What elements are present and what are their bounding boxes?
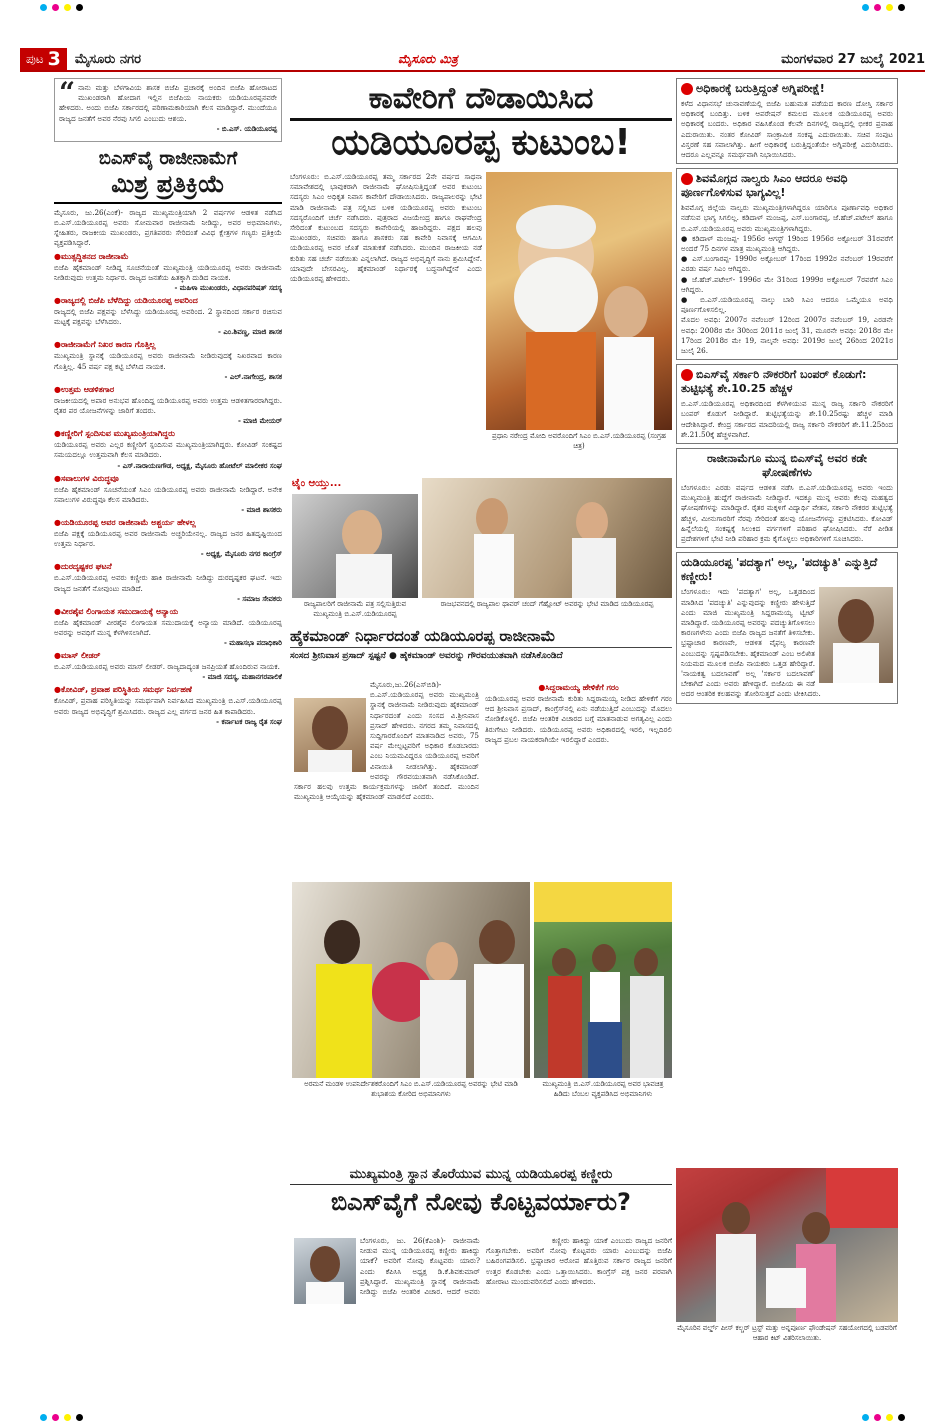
yellow-dot [64, 1414, 71, 1421]
photo-illustration [676, 1168, 898, 1322]
photo-float-space [294, 680, 370, 776]
reaction-title: ● ದುರದೃಷ್ಟಕರ ಘಟನೆ [54, 562, 282, 572]
bottom-body-text: ಬೆಂಗಳೂರು, ಜು. 26(ಕೆಎಂಶಿ)- ರಾಜೀನಾಮೆ ನೀಡುವ ಮುನ್ನ ಯಡಿಯೂರಪ್ಪ ಕಣ್ಣೀರು ಹಾಕಿದ್ದು ಯಾಕೆ? ಅವರಿಗೆ ನೋವು ಕೊಟ್ಟವರು ಯಾರು? ಎಂದು ಕೆಪಿಸಿಸಿ ಅಧ್ಯಕ್ಷ ಡಿ.ಕೆ.ಶಿವಕುಮಾರ್ ಪ್ರಶ್ನಿಸಿದ್ದಾರೆ. ಮುಖ್ಯಮಂತ್ರಿ ಸ್ಥಾನಕ್ಕೆ ರಾಜೀನಾಮೆ ನೀಡಿದ್ದು ಬಿಜೆಪಿ ಆಂತರಿಕ ವಿಚಾರ. ಆದರೆ ಅವರು ಕಣ್ಣೀರು ಹಾಕಿದ್ದು ಯಾಕೆ ಎಂಬುದು ರಾಜ್ಯದ ಜನರಿಗೆ ಗೊತ್ತಾಗಬೇಕು. ಅವರಿಗೆ ನೋವು ಕೊಟ್ಟವರು ಯಾರು ಎಂಬುದನ್ನು ಬಿಜೆಪಿ ಬಹಿರಂಗಪಡಿಸಲಿ. ಭ್ರಷ್ಟಾಚಾರ ಆರೋಪ ಹೊತ್ತಿರುವ ಸರ್ಕಾರ ರಾಜ್ಯದ ಜನರಿಗೆ ಉತ್ತರ ಕೊಡಬೇಕು ಎಂದು ಒತ್ತಾಯಿಸಿದರು. ಕಾಂಗ್ರೆಸ್ ಪಕ್ಷ ಜನರ ಪರವಾಗಿ ಹೋರಾಟ ಮುಂದುವರಿಸಲಿದೆ ಎಂದು ಹೇಳಿದರು. [360, 1236, 672, 1297]
reaction-title: ● ಕೋವಿಡ್, ಪ್ರವಾಹ ಪರಿಸ್ಥಿತಿಯ ಸಮರ್ಥ ನಿರ್ವಹಣೆ [54, 685, 282, 695]
reaction-byline: - ಅಧ್ಯಕ್ಷ, ಮೈಸೂರು ನಗರ ಕಾಂಗ್ರೆಸ್ [200, 549, 282, 559]
photo4-caption: ಅರಮನೆ ಮಂಡಳಿ ಉಪನಿರ್ದೇಶಕರೊಂದಿಗೆ ಸಿಎಂ ಬಿ.ಎಸ್.ಯಡಿಯೂರಪ್ಪ ಅವರನ್ನು ಭೇಟಿ ಮಾಡಿ ಶುಭಾಶಯ ಕೋರಿದ ಅಭಿಮಾನಿಗಳು [304, 1080, 518, 1098]
yellow-dot [886, 1414, 893, 1421]
reaction-item [54, 252, 282, 293]
main-headline [290, 80, 672, 166]
reaction-byline: - ಮಹಾಸಭಾ ಪದಾಧಿಕಾರಿ [223, 638, 282, 648]
fans-with-portrait-photo [534, 882, 672, 1078]
bottom-headline [290, 1166, 672, 1232]
mid-story-column2 [485, 680, 672, 878]
yellow-dot [64, 4, 71, 11]
magenta-dot [874, 1414, 881, 1421]
photo6-caption: ಮೈಸೂರಿನ ವರ್ಲ್ಡ್ ಪೀಸ್ ಕಲ್ಚರ್ ಟ್ರಸ್ಟ್ ಮತ್ತು ಅನ್ನಪೂರ್ಣ ಫೌಂಡೇಷನ್ ಸಹಯೋಗದಲ್ಲಿ ಬಡವರಿಗೆ ಆಹಾರ ಕಿಟ್ ವಿತರಿಸಲಾಯಿತು. [677, 1324, 897, 1342]
reaction-title: ● ಮಾಸ್ ಲೀಡರ್ [54, 651, 282, 661]
employee-da-box [676, 364, 898, 444]
black-dot [76, 1414, 83, 1421]
time-label: ಟೈಂ ಆಯ್ತು... [292, 478, 342, 489]
cyan-dot [40, 4, 47, 11]
reaction-body: ರಾಜಕೀಯದಲ್ಲಿ ಅಪಾರ ಅನುಭವ ಹೊಂದಿದ್ದ ಯಡಿಯೂರಪ್ಪ ಅವರು ಉತ್ತಮ ಆಡಳಿತಗಾರರಾಗಿದ್ದರು. ರೈತರ ಪರ ಯೋಜನೆಗಳನ್ನು ಜಾರಿಗೆ ತಂದರು. [54, 395, 282, 416]
last-announcements-box [676, 448, 898, 548]
box1-title-text: ಅಧಿಕಾರಕ್ಕೆ ಬರುತ್ತಿದ್ದಂತೆ ಅಗ್ನಿಪರೀಕ್ಷೆ! [696, 82, 825, 95]
portrait-illustration [486, 172, 672, 430]
photo1-caption: ಪ್ರಧಾನಿ ನರೇಂದ್ರ ಮೋದಿ ಅವರೊಂದಿಗೆ ಸಿಎಂ ಬಿ.ಎಸ್.ಯಡಿಯೂರಪ್ಪ (ಸಂಗ್ರಹ ಚಿತ್ರ) [492, 432, 666, 450]
reaction-body: ಬಿ.ಎಸ್.ಯಡಿಯೂರಪ್ಪ ಅವರು ಕಣ್ಣೀರು ಹಾಕಿ ರಾಜೀನಾಮೆ ನೀಡಿದ್ದು ದುರದೃಷ್ಟಕರ ಘಟನೆ. ಇದು ರಾಜ್ಯದ ಜನತೆಗೆ ನೋವುಂಟು ಮಾಡಿದೆ. [54, 573, 282, 593]
color-dots-right [862, 4, 905, 11]
shivamogga-point: ● ಕಡಿದಾಳ್ ಮಂಜಪ್ಪ- 1956ರ ಆಗಸ್ಟ್ 19ರಿಂದ 1956ರ ಅಕ್ಟೋಬರ್ 31ರವರೆಗೆ ಅಂದರೆ 75 ದಿನಗಳ ಮಾತ್ರ ಮುಖ್ಯಮಂತ್ರಿ ಆಗಿದ್ದರು. [681, 233, 893, 254]
photo-illustration [534, 882, 672, 1078]
reaction-title: ● ಉತ್ತಮ ಆಡಳಿತಗಾರ [54, 385, 282, 395]
reaction-item [54, 607, 282, 648]
siddaramaiah-photo [819, 587, 893, 683]
mid-body2-title: ● ಸಿದ್ದರಾಮಯ್ಯ ಹೇಳಿಕೆಗೆ ಗರಂ [485, 683, 672, 693]
magenta-dot [874, 4, 881, 11]
reaction-byline: - ಮಾಜಿ ಸದಸ್ಯ, ಮಹಾನಗರಪಾಲಿಕೆ [202, 672, 282, 682]
shivamogga-title [681, 172, 893, 200]
photo3-caption: ರಾಜಭವನದಲ್ಲಿ ರಾಜ್ಯಪಾಲ ಥಾವರ್ ಚಂದ್ ಗೆಹ್ಲೋಟ್ ಅವರನ್ನು ಭೇಟಿ ಮಾಡಿದ ಯಡಿಯೂರಪ್ಪ [440, 600, 654, 608]
mid-story-body [294, 680, 479, 878]
mid-body2-text: ಯಡಿಯೂರಪ್ಪ ಅವರ ರಾಜೀನಾಮೆ ಕುರಿತು ಸಿದ್ದರಾಮಯ್ಯ ನೀಡಿದ ಹೇಳಿಕೆಗೆ ಗರಂ ಆದ ಶ್ರೀನಿವಾಸ ಪ್ರಸಾದ್, ಕಾಂಗ್ರೆಸ್‌ನಲ್ಲಿ ಏನು ನಡೆಯುತ್ತಿದೆ ಎಂಬುದನ್ನು ಮೊದಲು ನೋಡಿಕೊಳ್ಳಲಿ. ಬಿಜೆಪಿ ಆಂತರಿಕ ವಿಚಾರದ ಬಗ್ಗೆ ಮಾತನಾಡುವ ಅಗತ್ಯವಿಲ್ಲ ಎಂದು ತಿರುಗೇಟು ನೀಡಿದರು. ಯಡಿಯೂರಪ್ಪ ಅವರು ಅಧಿಕಾರದಲ್ಲಿ ಇರಲಿ, ಇಲ್ಲದಿರಲಿ ರಾಜ್ಯದ ಪ್ರಬಲ ನಾಯಕರಾಗಿಯೇ ಇರಲಿದ್ದಾರೆ ಎಂದರು. [485, 694, 672, 744]
food-kit-photo [676, 1168, 898, 1322]
quote-mark-icon: “ [59, 78, 76, 109]
photo-illustration [292, 494, 418, 598]
reaction-body: ಬಿ.ಎಸ್.ಯಡಿಯೂರಪ್ಪ ಅವರು ಮಾಸ್ ಲೀಡರ್. ರಾಜ್ಯದಾದ್ಯಂತ ಜನಪ್ರಿಯತೆ ಹೊಂದಿರುವ ನಾಯಕ. [54, 662, 280, 672]
red-bullet-icon [681, 369, 693, 381]
cyan-dot [40, 1414, 47, 1421]
reaction-title: ● ಕಣ್ಣೀರಿಗೆ ಸ್ಪಂದಿಸುವ ಮುಖ್ಯಮಂತ್ರಿಯಾಗಿದ್ದರು [54, 429, 282, 439]
shivamogga-dates: ಮೊದಲ ಅವಧಿ: 2007ರ ನವೆಂಬರ್ 12ರಿಂದ 2007ರ ನವೆಂಬರ್ 19, ಎರಡನೇ ಅವಧಿ: 2008ರ ಮೇ 30ರಿಂದ 2011ರ ಜುಲೈ 31, ಮೂರನೇ ಅವಧಿ: 2018ರ ಮೇ 17ರಿಂದ 2018ರ ಮೇ 19, ನಾಲ್ಕನೇ ಅವಧಿ: 2019ರ ಜುಲೈ 26ರಿಂದ 2021ರ ಜುಲೈ 26. [681, 315, 893, 356]
page-number-tag [20, 48, 67, 70]
reaction-body: ಬಿಜೆಪಿ ಹೈಕಮಾಂಡ್ ವೀರಶೈವ ಲಿಂಗಾಯತ ಸಮುದಾಯಕ್ಕೆ ಅನ್ಯಾಯ ಮಾಡಿದೆ. ಯಡಿಯೂರಪ್ಪ ಅವರನ್ನು ಅವಧಿಗೆ ಮುನ್ನ ಕೆಳಗಿಳಿಸಲಾಗಿದೆ. [54, 617, 282, 638]
shivamogga-point-text: ಎಸ್.ಬಂಗಾರಪ್ಪ- 1990ರ ಅಕ್ಟೋಬರ್ 17ರಿಂದ 1992ರ ನವೆಂಬರ್ 19ರವರೆಗೆ ಎರಡು ವರ್ಷ ಸಿಎಂ ಆಗಿದ್ದರು. [681, 254, 893, 274]
cyan-dot [862, 1414, 869, 1421]
reaction-item [54, 385, 282, 426]
masthead: ಮೈಸೂರು ಮಿತ್ರ [398, 51, 458, 66]
reaction-item [54, 518, 282, 559]
registration-strip-bottom [0, 1410, 945, 1424]
mid-subhead: ಸಂಸದ ಶ್ರೀನಿವಾಸ ಪ್ರಸಾದ್ ಸ್ಪಷ್ಟನೆ ● ಹೈಕಮಾಂಡ್ ಅವರನ್ನು ಗೌರವಯುತವಾಗಿ ನಡೆಸಿಕೊಂಡಿದೆ [290, 651, 563, 661]
mid-body-text: ಮೈಸೂರು,ಜು.26(ಎಸ್‌ಬಿಡಿ)- ಬಿ.ಎಸ್.ಯಡಿಯೂರಪ್ಪ ಅವರು ಮುಖ್ಯಮಂತ್ರಿ ಸ್ಥಾನಕ್ಕೆ ರಾಜೀನಾಮೆ ನೀಡಿರುವುದು ಹೈಕಮಾಂಡ್ ನಿರ್ಧಾರದಂತೆ ಎಂದು ಸಂಸದ ವಿ.ಶ್ರೀನಿವಾಸ ಪ್ರಸಾದ್ ಹೇಳಿದರು. ನಗರದ ತಮ್ಮ ನಿವಾಸದಲ್ಲಿ ಸುದ್ದಿಗಾರರೊಂದಿಗೆ ಮಾತನಾಡಿದ ಅವರು, 75 ವರ್ಷ ಮೇಲ್ಪಟ್ಟವರಿಗೆ ಅಧಿಕಾರ ಕೊಡಬಾರದು ಎಂಬ ನಿಯಮವಿದ್ದರೂ ಯಡಿಯೂರಪ್ಪ ಅವರಿಗೆ ವಿನಾಯಿತಿ ನೀಡಲಾಗಿತ್ತು. ಹೈಕಮಾಂಡ್ ಅವರನ್ನು ಗೌರವಯುತವಾಗಿ ನಡೆಸಿಕೊಂಡಿದೆ. ಸರ್ಕಾರ ಹಲವು ಉತ್ತಮ ಕಾರ್ಯಕ್ರಮಗಳನ್ನು ಜಾರಿಗೆ ತಂದಿದೆ. ಮುಂದಿನ ಮುಖ್ಯಮಂತ್ರಿ ಆಯ್ಕೆಯನ್ನು ಹೈಕಮಾಂಡ್ ಮಾಡಲಿದೆ ಎಂದರು. [294, 680, 479, 802]
box2-title-text: ಶಿವಮೊಗ್ಗದ ನಾಲ್ವರು ಸಿಎಂ ಆದರೂ ಅವಧಿ ಪೂರ್ಣಗೊಳಿಸುವ ಭಾಗ್ಯವಿಲ್ಲ! [681, 172, 848, 200]
color-dots-right [862, 1414, 905, 1421]
employee-da-body: ಬಿ.ಎಸ್.ಯಡಿಯೂರಪ್ಪ ಅಧಿಕಾರದಿಂದ ಕೆಳಗಿಳಿಯುವ ಮುನ್ನ ರಾಜ್ಯ ಸರ್ಕಾರಿ ನೌಕರರಿಗೆ ಬಂಪರ್ ಕೊಡುಗೆ ನೀಡಿದ್ದಾರೆ. ತುಟ್ಟಿಭತ್ಯೆಯನ್ನು ಶೇ.10.25ರಷ್ಟು ಹೆಚ್ಚಳ ಮಾಡಿ ಆದೇಶಿಸಿದ್ದಾರೆ. ಕೇಂದ್ರ ಸರ್ಕಾರದ ಮಾದರಿಯಲ್ಲಿ ರಾಜ್ಯ ಸರ್ಕಾರಿ ನೌಕರರಿಗೆ ಶೇ.11.25ರಿಂದ ಶೇ.21.50ಕ್ಕೆ ಹೆಚ್ಚಳವಾಗಿದೆ. [681, 399, 893, 439]
portrait-illustration [819, 587, 893, 683]
tears-box [676, 552, 898, 703]
fire-test-box [676, 78, 898, 164]
red-bullet-icon [681, 173, 693, 185]
reaction-item [54, 562, 282, 603]
quote-box [54, 78, 282, 142]
reaction-body: ರಾಜ್ಯದಲ್ಲಿ ಬಿಜೆಪಿ ಪಕ್ಷವನ್ನು ಬೆಳೆಸಿದ್ದು ಯಡಿಯೂರಪ್ಪ ಅವರಿಂದ. 2 ಸ್ಥಾನದಿಂದ ಸರ್ಕಾರ ರಚಿಸುವ ಮಟ್ಟಕ್ಕೆ ಪಕ್ಷವನ್ನು ಬೆಳೆಸಿದರು. [54, 307, 282, 327]
quote-byline: - ಬಿ.ಎಸ್. ಯಡಿಯೂರಪ್ಪ [216, 123, 277, 133]
reaction-byline: - ಎಸ್.ನಾರಾಯಣಗೌಡ, ಅಧ್ಯಕ್ಷ, ಮೈಸೂರು ಹೋಟೆಲ್ ಮಾಲೀಕರ ಸಂಘ [117, 460, 282, 470]
reaction-title: ● ಸವಾಲುಗಳ ವಿರುದ್ಧವೂ [54, 474, 282, 484]
color-dots-left [40, 4, 83, 11]
shivamogga-point: ● ಬಿ.ಎಸ್.ಯಡಿಯೂರಪ್ಪ ನಾಲ್ಕು ಬಾರಿ ಸಿಎಂ ಆದರೂ ಒಮ್ಮೆಯೂ ಅವಧಿ ಪೂರ್ಣಗೊಳಿಸಲಿಲ್ಲ. [681, 295, 894, 315]
tears-body: ಬೆಂಗಳೂರು: ಇದು 'ಪದತ್ಯಾಗ' ಅಲ್ಲ, ಒತ್ತಡದಿಂದ ಮಾಡಿಸಿದ 'ಪದಚ್ಯುತಿ' ಎನ್ನುವುದನ್ನು ಕಣ್ಣೀರು ಹೇಳುತ್ತಿದೆ ಎಂದು ಮಾಜಿ ಮುಖ್ಯಮಂತ್ರಿ ಸಿದ್ದರಾಮಯ್ಯ ಟ್ವೀಟ್ ಮಾಡಿದ್ದಾರೆ. ಯಡಿಯೂರಪ್ಪ ಅವರನ್ನು ಪದಚ್ಯುತಿಗೊಳಿಸಲು ಕಾರಣಗಳೇನು ಎಂದು ಬಿಜೆಪಿ ರಾಜ್ಯದ ಜನತೆಗೆ ತಿಳಿಸಬೇಕು. ಭ್ರಷ್ಟಾಚಾರ ಕಾರಣವೇ, ಆಡಳಿತ ವೈಫಲ್ಯ ಕಾರಣವೇ ಎಂಬುದನ್ನು ಸ್ಪಷ್ಟಪಡಿಸಬೇಕು. ಹೈಕಮಾಂಡ್ ಎಂಬ ಅಲಿಖಿತ ನಿಯಮದ ಮೂಲಕ ಬಿಜೆಪಿ ನಾಯಕರು ಒತ್ತಡ ಹೇರಿದ್ದಾರೆ. 'ನಾಯಕತ್ವ ಬದಲಾವಣೆ' ಅಲ್ಲ 'ಸರ್ಕಾರ ಬದಲಾವಣೆ' ಬೇಕಾಗಿದೆ ಎಂದು ಅವರು ಹೇಳಿದ್ದಾರೆ. ಬಿಜೆಪಿಯ ಈ ನಡೆ ಅದರ ಆಂತರಿಕ ಕಲಹವನ್ನು ತೋರಿಸುತ್ತದೆ ಎಂದು ಟೀಕಿಸಿದರು. [681, 587, 821, 699]
left-headline-1: ಬಿಎಸ್‌ವೈ ರಾಜೀನಾಮೆಗೆ [98, 147, 238, 169]
section-title: ಮೈಸೂರು ನಗರ [74, 51, 141, 67]
reaction-title: ● ರಾಜ್ಯದಲ್ಲಿ ಬಿಜೆಪಿ ಬೆಳೆದಿದ್ದು ಯಡಿಯೂರಪ್ಪ ಅವರಿಂದ [54, 296, 282, 306]
bottom-headline-line2: ಬಿಎಸ್‌ವೈಗೆ ನೋವು ಕೊಟ್ಟವರ್ಯಾರು? [331, 1188, 631, 1216]
reaction-item [54, 685, 282, 726]
black-dot [898, 1414, 905, 1421]
reaction-item [54, 340, 282, 381]
reaction-byline: - ಎಂ.ಶಿವಣ್ಣ, ಮಾಜಿ ಶಾಸಕ [218, 327, 282, 337]
reaction-byline: - ಮಾಜಿ ಮೇಯರ್ [237, 416, 282, 426]
reaction-body: ಕೋವಿಡ್, ಪ್ರವಾಹ ಪರಿಸ್ಥಿತಿಯನ್ನು ಸಮರ್ಥವಾಗಿ ನಿರ್ವಹಿಸಿದ ಮುಖ್ಯಮಂತ್ರಿ ಬಿ.ಎಸ್.ಯಡಿಯೂರಪ್ಪ ಅವರು ರಾಜ್ಯದ ಅಭಿವೃದ್ಧಿಗೆ ಶ್ರಮಿಸಿದರು. ರಾಜ್ಯದ ಎಲ್ಲ ವರ್ಗದ ಜನರ ಹಿತ ಕಾಪಾಡಿದರು. [54, 696, 282, 716]
modi-bsy-photo [486, 172, 672, 430]
shivamogga-point-text: ಕಡಿದಾಳ್ ಮಂಜಪ್ಪ- 1956ರ ಆಗಸ್ಟ್ 19ರಿಂದ 1956ರ ಅಕ್ಟೋಬರ್ 31ರವರೆಗೆ ಅಂದರೆ 75 ದಿನಗಳ ಮಾತ್ರ ಮುಖ್ಯಮಂತ್ರಿ ಆಗಿದ್ದರು. [681, 233, 893, 254]
shivamogga-body: ಶಿವಮೊಗ್ಗ ಜಿಲ್ಲೆಯ ನಾಲ್ವರು ಮುಖ್ಯಮಂತ್ರಿಗಳಾಗಿದ್ದರೂ ಯಾರಿಗೂ ಪೂರ್ಣಾವಧಿ ಅಧಿಕಾರ ನಡೆಸುವ ಭಾಗ್ಯ ಸಿಗಲಿಲ್ಲ. ಕಡಿದಾಳ್ ಮಂಜಪ್ಪ, ಎಸ್.ಬಂಗಾರಪ್ಪ, ಜೆ.ಹೆಚ್.ಪಟೇಲ್ ಹಾಗೂ ಬಿ.ಎಸ್.ಯಡಿಯೂರಪ್ಪ ಅವರು ಮುಖ್ಯಮಂತ್ರಿಗಳಾಗಿದ್ದರು. [681, 203, 893, 233]
reaction-body: ಬಿಜೆಪಿ ಪಕ್ಷಕ್ಕೆ ಯಡಿಯೂರಪ್ಪ ಅವರ ರಾಜೀನಾಮೆ ಅಚ್ಚರಿಯೇನಲ್ಲ. ರಾಜ್ಯದ ಜನರ ಹಿತದೃಷ್ಟಿಯಿಂದ ಉತ್ತಮ ನಿರ್ಧಾರ. [54, 529, 282, 549]
governor-meeting-photo [422, 478, 672, 598]
reaction-byline: - ಎಲ್.ನಾಗೇಂದ್ರ, ಶಾಸಕ [224, 371, 282, 381]
black-dot [898, 4, 905, 11]
fire-test-body: ಕಳೆದ ವಿಧಾನಸಭೆ ಚುನಾವಣೆಯಲ್ಲಿ ಬಿಜೆಪಿ ಬಹುಮತ ಪಡೆಯದ ಕಾರಣ ದೋಸ್ತಿ ಸರ್ಕಾರ ಅಧಿಕಾರಕ್ಕೆ ಬಂದಿತ್ತು. ಬಳಿಕ ಆಪರೇಷನ್ ಕಮಲದ ಮೂಲಕ ಯಡಿಯೂರಪ್ಪ ಅವರು ಅಧಿಕಾರಕ್ಕೆ ಬಂದರು. ಅಧಿಕಾರ ವಹಿಸಿಕೊಂಡ ಕೆಲವೇ ದಿನಗಳಲ್ಲಿ ರಾಜ್ಯದಲ್ಲಿ ಭೀಕರ ಪ್ರವಾಹ ಎದುರಾಯಿತು. ನಂತರ ಕೋವಿಡ್ ಸಾಂಕ್ರಾಮಿಕ ಸಂಕಷ್ಟ ಎದುರಾಯಿತು. ಸಚಿವ ಸಂಪುಟ ವಿಸ್ತರಣೆ ಸಹ ಸವಾಲಾಗಿತ್ತು. ಹೀಗೆ ಅಧಿಕಾರಕ್ಕೆ ಬರುತ್ತಿದ್ದಂತೆಯೇ ಅಗ್ನಿಪರೀಕ್ಷೆ ಎದುರಿಸಿದರು. ಆದರೂ ಎಲ್ಲವನ್ನೂ ಸಮರ್ಥವಾಗಿ ನಿಭಾಯಿಸಿದರು. [681, 99, 893, 160]
bottom-headline-line1: ಮುಖ್ಯಮಂತ್ರಿ ಸ್ಥಾನ ತೊರೆಯುವ ಮುನ್ನ ಯಡಿಯೂರಪ್ಪ ಕಣ್ಣೀರು [290, 1166, 672, 1185]
black-dot [76, 4, 83, 11]
main-headline-line2: ಯಡಿಯೂರಪ್ಪ ಕುಟುಂಬ! [331, 122, 631, 163]
left-intro: ಮೈಸೂರು, ಜು.26(ಎಂಕೆ)- ರಾಜ್ಯದ ಮುಖ್ಯಮಂತ್ರಿಯಾಗಿ 2 ವರ್ಷಗಳ ಆಡಳಿತ ನಡೆಸಿದ ಬಿ.ಎಸ್.ಯಡಿಯೂರಪ್ಪ ಅವರು ಸೋಮವಾರ ರಾಜೀನಾಮೆ ನೀಡಿದ್ದು, ಅವರ ಅಭಿಮಾನಿಗಳು, ಸ್ನೇಹಿತರು, ರಾಜಕೀಯ ಮುಖಂಡರು, ಪ್ರಗತಿಪರರು ಸೇರಿದಂತೆ ವಿವಿಧ ಕ್ಷೇತ್ರಗಳ ಗಣ್ಯರು ಪ್ರತಿಕ್ರಿಯೆ ವ್ಯಕ್ತಪಡಿಸಿದ್ದಾರೆ. [54, 207, 282, 248]
reaction-body: ಮುಖ್ಯಮಂತ್ರಿ ಸ್ಥಾನಕ್ಕೆ ಯಡಿಯೂರಪ್ಪ ಅವರು ರಾಜೀನಾಮೆ ನೀಡಿರುವುದಕ್ಕೆ ನಿಖರವಾದ ಕಾರಣ ಗೊತ್ತಿಲ್ಲ. 45 ವರ್ಷ ಪಕ್ಷ ಕಟ್ಟಿ ಬೆಳೆಸಿದ ನಾಯಕ. [54, 351, 282, 371]
page-label: ಪುಟ [26, 51, 44, 66]
left-headline-2: ಮಿಶ್ರ ಪ್ರತಿಕ್ರಿಯೆ [54, 170, 282, 204]
cyan-dot [862, 4, 869, 11]
fire-test-title [681, 82, 893, 96]
reaction-body: ಬಿಜೆಪಿ ಹೈಕಮಾಂಡ್ ಸೂಚನೆಯಂತೆ ಸಿಎಂ ಯಡಿಯೂರಪ್ಪ ಅವರು ರಾಜೀನಾಮೆ ನೀಡಿದ್ದಾರೆ. ಅನೇಕ ಸವಾಲುಗಳ ವಿರುದ್ಧವೂ ಕೆಲಸ ಮಾಡಿದರು. [54, 484, 282, 504]
reaction-item [54, 429, 282, 470]
reaction-body: ಯಡಿಯೂರಪ್ಪ ಅವರು ಎಲ್ಲರ ಕಣ್ಣೀರಿಗೆ ಸ್ಪಂದಿಸುವ ಮುಖ್ಯಮಂತ್ರಿಯಾಗಿದ್ದರು. ಕೋವಿಡ್ ಸಂಕಷ್ಟದ ಸಮಯದಲ್ಲೂ ಉತ್ತಮವಾಗಿ ಕೆಲಸ ಮಾಡಿದರು. [54, 440, 282, 460]
right-column [676, 78, 898, 1166]
reaction-byline: - ಮಾಜಿ ಶಾಸಕರು [241, 505, 282, 515]
shivamogga-point-text: ಜೆ.ಹೆಚ್.ಪಟೇಲ್- 1996ರ ಮೇ 31ರಿಂದ 1999ರ ಅಕ್ಟೋಬರ್ 7ರವರೆಗೆ ಸಿಎಂ ಆಗಿದ್ದರು. [681, 274, 893, 294]
mid-headline: ಹೈಕಮಾಂಡ್ ನಿರ್ಧಾರದಂತೆ ಯಡಿಯೂರಪ್ಪ ರಾಜೀನಾಮೆ [290, 626, 672, 648]
shivamogga-point: ● ಎಸ್.ಬಂಗಾರಪ್ಪ- 1990ರ ಅಕ್ಟೋಬರ್ 17ರಿಂದ 1992ರ ನವೆಂಬರ್ 19ರವರೆಗೆ ಎರಡು ವರ್ಷ ಸಿಎಂ ಆಗಿದ್ದರು. [681, 254, 893, 274]
reaction-byline: - ಮಹಿಳಾ ಮುಖಂಡರು, ವಿಧಾನಪರಿಷತ್ ಸದಸ್ಯ [174, 283, 282, 293]
red-bullet-icon [681, 83, 693, 95]
yellow-dot [886, 4, 893, 11]
last-announcements-body: ಬೆಂಗಳೂರು: ಎರಡು ವರ್ಷದ ಆಡಳಿತ ನಡೆಸಿ ಬಿ.ಎಸ್.ಯಡಿಯೂರಪ್ಪ ಅವರು ಇಂದು ಮುಖ್ಯಮಂತ್ರಿ ಹುದ್ದೆಗೆ ರಾಜೀನಾಮೆ ನೀಡಿದ್ದಾರೆ. ಇದಕ್ಕೂ ಮುನ್ನ ಅವರು ಕೆಲವು ಮಹತ್ವದ ಘೋಷಣೆಗಳನ್ನು ಮಾಡಿದ್ದಾರೆ. ರೈತರ ಮಕ್ಕಳಿಗೆ ವಿದ್ಯಾರ್ಥಿ ವೇತನ, ಸರ್ಕಾರಿ ನೌಕರರ ತುಟ್ಟಿಭತ್ಯೆ ಹೆಚ್ಚಳ, ಮೀನುಗಾರರಿಗೆ ನೆರವು ಸೇರಿದಂತೆ ಹಲವು ಯೋಜನೆಗಳನ್ನು ಪ್ರಕಟಿಸಿದರು. ಕೋವಿಡ್ ಹಿನ್ನೆಲೆಯಲ್ಲಿ ಸಂಕಷ್ಟಕ್ಕೆ ಸಿಲುಕಿದ ವರ್ಗಗಳಿಗೆ ಪರಿಹಾರ ಘೋಷಿಸಿದರು. ನೆರೆ ಪೀಡಿತ ಪ್ರದೇಶಗಳಿಗೆ ಭೇಟಿ ನೀಡಿ ಪರಿಹಾರ ಕ್ರಮ ಕೈಗೊಳ್ಳಲು ಅಧಿಕಾರಿಗಳಿಗೆ ಸೂಚಿಸಿದರು. [681, 483, 893, 544]
reaction-byline: - ಸಮಾಜ ಸೇವಕರು [237, 593, 282, 603]
tears-title: ಯಡಿಯೂರಪ್ಪ 'ಪದತ್ಯಾಗ' ಅಲ್ಲ, 'ಪದಚ್ಯುತಿ' ಎನ್ನುತ್ತಿದೆ ಕಣ್ಣೀರು! [681, 556, 878, 584]
shivamogga-point: ● ಜೆ.ಹೆಚ್.ಪಟೇಲ್- 1996ರ ಮೇ 31ರಿಂದ 1999ರ ಅಕ್ಟೋಬರ್ 7ರವರೆಗೆ ಸಿಎಂ ಆಗಿದ್ದರು. [681, 274, 893, 294]
registration-strip-top [0, 0, 945, 14]
reaction-item [54, 474, 282, 515]
shivamogga-point-text: ಬಿ.ಎಸ್.ಯಡಿಯೂರಪ್ಪ ನಾಲ್ಕು ಬಾರಿ ಸಿಎಂ ಆದರೂ ಒಮ್ಮೆಯೂ ಅವಧಿ ಪೂರ್ಣಗೊಳಿಸಲಿಲ್ಲ. [681, 295, 894, 315]
reaction-title: ● ಮುತ್ಸದ್ದಿತನದ ರಾಜೀನಾಮೆ [54, 252, 282, 262]
bsy-sitting-photo [292, 494, 418, 598]
employee-da-title [681, 368, 893, 396]
photo2-caption: ರಾಜ್ಯಪಾಲರಿಗೆ ರಾಜೀನಾಮೆ ಪತ್ರ ಸಲ್ಲಿಸುತ್ತಿರುವ ಮುಖ್ಯಮಂತ್ರಿ ಬಿ.ಎಸ್.ಯಡಿಯೂರಪ್ಪ [303, 600, 407, 618]
photo-illustration [292, 882, 530, 1078]
magenta-dot [52, 4, 59, 11]
last-announcements-title: ರಾಜೀನಾಮೆಗೂ ಮುನ್ನ ಬಿಎಸ್‌ವೈ ಅವರ ಕಡೇ ಘೋಷಣೆಗಳು [707, 452, 867, 480]
reaction-title: ● ಯಡಿಯೂರಪ್ಪ ಅವರ ರಾಜೀನಾಮೆ ಅಶ್ಚರ್ಯ ಹೇಳಲ್ಲ [54, 518, 282, 528]
reaction-title: ● ರಾಜೀನಾಮೆಗೆ ನಿಖರ ಕಾರಣ ಗೊತ್ತಿಲ್ಲ [54, 340, 282, 350]
bottom-story-body [294, 1236, 672, 1380]
main-story-body: ಬೆಂಗಳೂರು: ಬಿ.ಎಸ್.ಯಡಿಯೂರಪ್ಪ ತಮ್ಮ ಸರ್ಕಾರದ 2ನೇ ವರ್ಷದ ಸಾಧನಾ ಸಮಾವೇಶದಲ್ಲಿ ಭಾವುಕರಾಗಿ ರಾಜೀನಾಮೆ ಘೋಷಿಸುತ್ತಿದ್ದಂತೆ ಅವರ ಕುಟುಂಬ ಸದಸ್ಯರು ಸಿಎಂ ಅಧಿಕೃತ ನಿವಾಸ ಕಾವೇರಿಗೆ ದೌಡಾಯಿಸಿದರು. ರಾಜ್ಯಪಾಲರನ್ನು ಭೇಟಿ ಮಾಡಿ ರಾಜೀನಾಮೆ ಪತ್ರ ಸಲ್ಲಿಸಿದ ಬಳಿಕ ಯಡಿಯೂರಪ್ಪ ಅವರು ಕುಟುಂಬ ಸದಸ್ಯರೊಂದಿಗೆ ಚರ್ಚೆ ನಡೆಸಿದರು. ಪುತ್ರರಾದ ವಿಜಯೇಂದ್ರ ಹಾಗೂ ರಾಘವೇಂದ್ರ ಸೇರಿದಂತೆ ಕುಟುಂಬದ ಸದಸ್ಯರು ಕಾವೇರಿಯಲ್ಲಿ ಹಾಜರಿದ್ದರು. ಪಕ್ಷದ ಹಲವು ಮುಖಂಡರು, ಸಚಿವರು ಹಾಗೂ ಶಾಸಕರು ಸಹ ಕಾವೇರಿ ನಿವಾಸಕ್ಕೆ ಆಗಮಿಸಿ ಯಡಿಯೂರಪ್ಪ ಅವರ ಜೊತೆ ಮಾತುಕತೆ ನಡೆಸಿದರು. ಮುಂದಿನ ರಾಜಕೀಯ ನಡೆ ಕುರಿತು ಸಹ ಚರ್ಚೆ ನಡೆಯಿತು ಎನ್ನಲಾಗಿದೆ. ರಾಜ್ಯದ ಅಭಿವೃದ್ಧಿಗೆ ನಾನು ಶ್ರಮಿಸಿದ್ದೇನೆ. ಯಾವುದೇ ಬೇಸರವಿಲ್ಲ. ಹೈಕಮಾಂಡ್ ನಿರ್ಧಾರಕ್ಕೆ ಬದ್ಧನಾಗಿದ್ದೇನೆ ಎಂದು ಯಡಿಯೂರಪ್ಪ ಹೇಳಿದರು. [290, 172, 482, 284]
color-dots-left [40, 1414, 83, 1421]
reaction-title: ● ವೀರಶೈವ ಲಿಂಗಾಯತ ಸಮುದಾಯಕ್ಕೆ ಅನ್ಯಾಯ [54, 607, 282, 617]
main-headline-line1: ಕಾವೇರಿಗೆ ದೌಡಾಯಿಸಿದ [290, 80, 672, 121]
reaction-body: ಬಿಜೆಪಿ ಹೈಕಮಾಂಡ್ ನೀಡಿದ್ದ ಸೂಚನೆಯಂತೆ ಮುಖ್ಯಮಂತ್ರಿ ಯಡಿಯೂರಪ್ಪ ಅವರು ರಾಜೀನಾಮೆ ನೀಡಿರುವುದು ಉತ್ತಮ ನಿರ್ಧಾರ. ರಾಜ್ಯದ ಜನತೆಯ ಹಿತಕ್ಕಾಗಿ ದುಡಿದ ನಾಯಕ. [54, 262, 282, 282]
magenta-dot [52, 1414, 59, 1421]
dateline: ಮಂಗಳವಾರ 27 ಜುಲೈ 2021 [781, 51, 925, 67]
page-number: 3 [47, 48, 61, 70]
left-column [54, 78, 282, 1378]
reaction-item [54, 651, 282, 682]
photo-illustration [422, 478, 672, 598]
quote-text: ನಾನು ಮತ್ತು ಬೆಳಗಾವಿಯ ಶಾಸಕ ಬಿಜೆಪಿ ಪ್ರಚಾರಕ್ಕೆ ಅಂದಿನ ಬಿಜೆಪಿ ಹೋರಾಟದ ಮುಖಂಡರಾಗಿ ಹೋದಾಗ ಇಲ್ಲಿನ ಬಿಜೆಪಿಯ ನಾಯಕರು ಯಡಿಯೂರಪ್ಪನವರೇ ಹೇಳಿದರು. ಅಂದು ಬಿಜೆಪಿ ಸರ್ಕಾರದಲ್ಲಿ ಪರಿಣಾಮಕಾರಿಯಾಗಿ ಕೆಲಸ ಮಾಡಿದ್ದಾರೆ. ಮುಂದೆಯೂ ರಾಜ್ಯದ ಜನತೆಗೆ ಅವರ ನೆರವು ಸಿಗಲಿ ಎಂಬುದು ಆಶಯ. [59, 83, 277, 123]
supporters-greeting-photo [292, 882, 530, 1078]
reaction-byline: - ಕರ್ನಾಟಕ ರಾಜ್ಯ ರೈತ ಸಂಘ [216, 716, 282, 726]
reaction-item [54, 296, 282, 337]
box3-title-text: ಬಿಎಸ್‌ವೈ ಸರ್ಕಾರಿ ನೌಕರರಿಗೆ ಬಂಪರ್ ಕೊಡುಗೆ: ತುಟ್ಟಿಭತ್ಯೆ ಶೇ.10.25 ಹೆಚ್ಚಳ [681, 368, 867, 396]
photo5-caption: ಮುಖ್ಯಮಂತ್ರಿ ಬಿ.ಎಸ್.ಯಡಿಯೂರಪ್ಪ ಅವರ ಭಾವಚಿತ್ರ ಹಿಡಿದು ಬೆಂಬಲ ವ್ಯಕ್ತಪಡಿಸಿದ ಅಭಿಮಾನಿಗಳು [542, 1080, 664, 1098]
page-header [20, 48, 925, 72]
shivamogga-cm-box [676, 168, 898, 360]
